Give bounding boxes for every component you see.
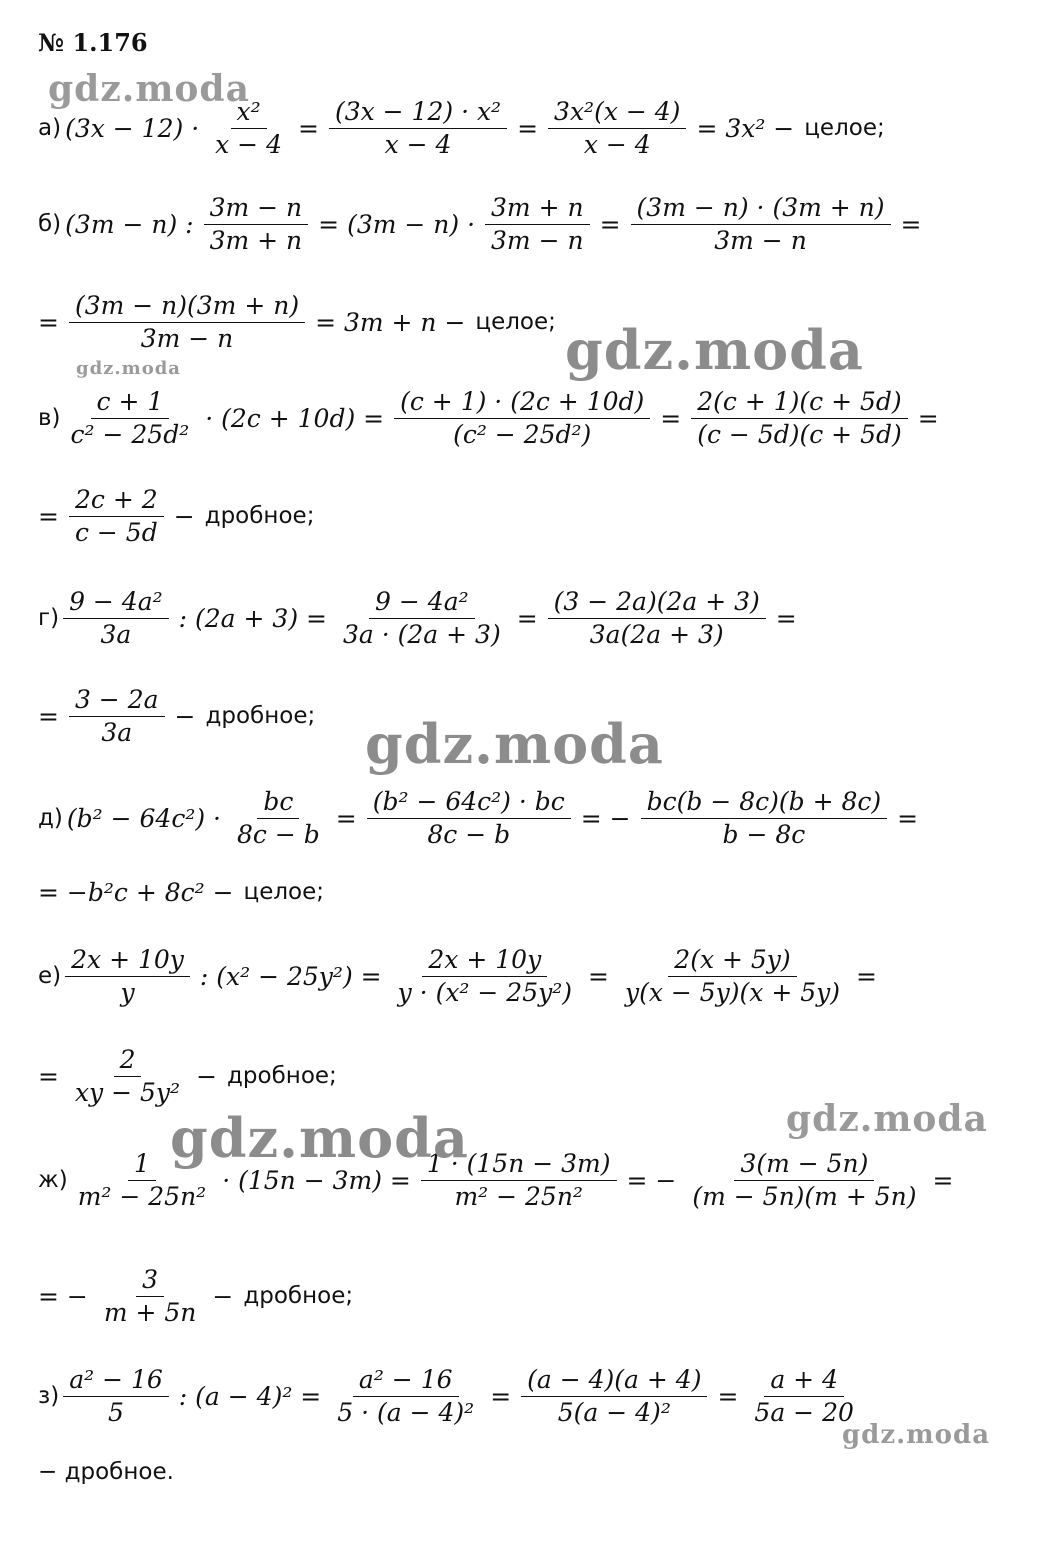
equation-line [38, 778, 928, 858]
fraction-numerator: a + 4 [764, 1364, 844, 1396]
equation-line [38, 852, 334, 932]
fraction-numerator: bc(b − 8c)(b + 8c) [641, 786, 888, 818]
fraction [337, 586, 507, 650]
fraction-denominator: y [120, 977, 135, 1007]
fraction-denominator: 8c − b [237, 819, 320, 849]
fraction [619, 944, 846, 1008]
fraction [548, 586, 766, 650]
fraction-numerator: 3 [136, 1264, 164, 1296]
fraction-denominator: 3m − n [714, 225, 807, 255]
fraction [691, 386, 908, 450]
equation-line [38, 1356, 870, 1436]
fraction-numerator: 9 − 4a² [63, 586, 169, 618]
fraction-numerator: (3x − 12) · x² [329, 96, 507, 128]
fraction [392, 944, 578, 1008]
result-word: дробное; [243, 1283, 354, 1309]
fraction-numerator: (a − 4)(a + 4) [521, 1364, 707, 1396]
math-expression: (3x − 12) · [65, 113, 200, 143]
fraction-denominator: 8c − b [427, 819, 511, 849]
math-expression: · (2c + 10d) = [205, 403, 385, 433]
fraction-denominator: 3m + n [209, 225, 303, 255]
fraction [69, 1044, 186, 1108]
fraction [548, 96, 686, 160]
fraction-numerator: 2x + 10y [65, 944, 190, 976]
fraction-numerator: 3(m − 5n) [734, 1148, 874, 1180]
math-expression: = − [580, 803, 631, 833]
item-label: д) [38, 805, 63, 831]
math-expression: = [897, 803, 919, 833]
fraction [367, 786, 571, 850]
equation-line [38, 676, 325, 756]
watermark: gdz.moda [565, 318, 864, 382]
math-expression: = (3m − n) · [318, 209, 476, 239]
fraction-numerator: x² [231, 96, 267, 128]
math-expression: = [588, 961, 609, 991]
math-expression: = [856, 961, 877, 991]
math-expression: = [932, 1165, 954, 1195]
fraction [631, 192, 891, 256]
math-expression: = 3m + n − [315, 307, 466, 337]
watermark: gdz.moda [842, 1420, 991, 1450]
equation-line [38, 578, 807, 658]
fraction [521, 1364, 707, 1428]
fraction-numerator: 9 − 4a² [369, 586, 475, 618]
equation-line [38, 378, 949, 458]
math-expression: = [717, 1381, 739, 1411]
math-expression: : (x² − 25y²) = [199, 961, 382, 991]
equation-line [38, 184, 931, 264]
fraction [65, 944, 190, 1008]
math-expression: = [335, 803, 357, 833]
fraction-numerator: a² − 16 [353, 1364, 459, 1396]
result-word: дробное; [205, 703, 316, 729]
item-label: а) [38, 115, 62, 141]
problem-number: № 1.176 [38, 28, 148, 57]
fraction [98, 1264, 203, 1328]
math-expression: = [599, 209, 621, 239]
math-expression: : (2a + 3) = [178, 603, 327, 633]
fraction-denominator: y(x − 5y)(x + 5y) [624, 977, 841, 1007]
result-word: целое; [475, 309, 556, 335]
math-expression: = [517, 113, 539, 143]
fraction-numerator: a² − 16 [63, 1364, 169, 1396]
fraction-denominator: xy − 5y² [74, 1077, 181, 1107]
item-label: в) [38, 405, 61, 431]
fraction [329, 96, 507, 160]
fraction [69, 290, 305, 354]
fraction-denominator: c − 5d [74, 517, 158, 547]
math-expression: = [38, 307, 59, 337]
fraction-denominator: (c² − 25d²) [453, 419, 592, 449]
fraction-numerator: 2(c + 1)(c + 5d) [691, 386, 907, 418]
math-expression: = 3x² − [696, 113, 795, 143]
math-expression: − [174, 701, 196, 731]
math-expression: : (a − 4)² = [178, 1381, 322, 1411]
fraction-numerator: (3m − n)(3m + n) [69, 290, 305, 322]
fraction-denominator: 3m − n [491, 225, 584, 255]
math-expression: = [775, 603, 797, 633]
fraction-denominator: b − 8c [722, 819, 806, 849]
fraction [641, 786, 888, 850]
item-label: е) [38, 963, 62, 989]
math-expression: = [490, 1381, 512, 1411]
fraction [65, 386, 196, 450]
fraction [394, 386, 650, 450]
math-expression: = [900, 209, 922, 239]
fraction [686, 1148, 922, 1212]
equation-line [38, 1256, 363, 1336]
fraction [69, 484, 164, 548]
equation-line [38, 936, 887, 1016]
watermark: gdz.moda [365, 712, 664, 776]
fraction-numerator: 2c + 2 [69, 484, 164, 516]
fraction-numerator: 1 [128, 1148, 156, 1180]
equation-line [38, 1432, 184, 1512]
math-expression: = [917, 403, 939, 433]
math-expression: = [298, 113, 319, 143]
result-word: дробное; [227, 1063, 337, 1089]
fraction-denominator: y · (x² − 25y²) [397, 977, 572, 1007]
fraction [231, 786, 326, 850]
fraction-numerator: (c + 1) · (2c + 10d) [394, 386, 650, 418]
fraction [63, 586, 169, 650]
equation-line [38, 476, 324, 556]
fraction [331, 1364, 480, 1428]
math-expression: − [173, 501, 195, 531]
item-label: б) [38, 211, 62, 237]
fraction-numerator: 2x + 10y [422, 944, 547, 976]
fraction-denominator: x − 4 [215, 129, 282, 159]
fraction-denominator: 3a · (2a + 3) [342, 619, 501, 649]
fraction-denominator: 3a [101, 717, 133, 747]
fraction-denominator: (c − 5d)(c + 5d) [697, 419, 902, 449]
fraction-denominator: 3a [100, 619, 132, 649]
fraction-numerator: 2 [114, 1044, 142, 1076]
fraction-denominator: 3a(2a + 3) [589, 619, 724, 649]
fraction-denominator: 5 · (a − 4)² [337, 1397, 475, 1427]
fraction-numerator: c + 1 [91, 386, 170, 418]
fraction-numerator: 3 − 2a [69, 684, 165, 716]
math-expression: (b² − 64c²) · [66, 803, 221, 833]
fraction-denominator: 5 [108, 1397, 124, 1427]
fraction-numerator: 3m + n [485, 192, 590, 224]
equation-line [38, 282, 566, 362]
item-label: ж) [38, 1167, 68, 1193]
item-label: г) [38, 605, 60, 631]
watermark: gdz.moda [170, 1106, 469, 1170]
math-expression: = − [626, 1165, 677, 1195]
fraction-denominator: m² − 25n² [454, 1181, 583, 1211]
watermark: gdz.moda [48, 68, 250, 110]
fraction-numerator: 3m − n [204, 192, 309, 224]
result-word: целое; [804, 115, 885, 141]
fraction-denominator: 3m − n [140, 323, 234, 353]
watermark: gdz.moda [76, 358, 181, 379]
math-expression: − [212, 1281, 234, 1311]
item-label: з) [38, 1383, 60, 1409]
fraction-numerator: bc [257, 786, 299, 818]
equation-line [38, 1036, 347, 1116]
result-word: дробное; [204, 503, 315, 529]
fraction-denominator: 5a − 20 [754, 1397, 854, 1427]
math-expression: = −b²c + 8c² − [38, 877, 234, 907]
fraction [63, 1364, 169, 1428]
fraction [748, 1364, 859, 1428]
fraction [204, 192, 309, 256]
math-expression: (3m − n) : [65, 209, 194, 239]
fraction [485, 192, 590, 256]
fraction-numerator: (3 − 2a)(2a + 3) [548, 586, 766, 618]
fraction-numerator: 2(x + 5y) [668, 944, 796, 976]
fraction [69, 684, 165, 748]
fraction-denominator: x − 4 [384, 129, 452, 159]
math-expression: · (15n − 3m) = [222, 1165, 411, 1195]
math-expression: = [516, 603, 538, 633]
fraction-denominator: m + 5n [103, 1297, 197, 1327]
math-expression: − [196, 1061, 218, 1091]
result-word: − дробное. [38, 1459, 174, 1485]
fraction-denominator: 5(a − 4)² [557, 1397, 671, 1427]
math-expression: = [38, 1061, 59, 1091]
fraction-numerator: (b² − 64c²) · bc [367, 786, 571, 818]
math-expression: = [660, 403, 682, 433]
math-expression: = − [38, 1281, 88, 1311]
result-word: целое; [243, 879, 325, 905]
fraction-denominator: (m − 5n)(m + 5n) [692, 1181, 917, 1211]
fraction-numerator: (3m − n) · (3m + n) [631, 192, 891, 224]
fraction-denominator: m² − 25n² [77, 1181, 207, 1211]
fraction-numerator: 3x²(x − 4) [548, 96, 686, 128]
watermark: gdz.moda [786, 1098, 988, 1140]
math-expression: = [38, 501, 59, 531]
fraction-denominator: c² − 25d² [70, 419, 190, 449]
fraction-numerator: 1 · (15n − 3m) [421, 1148, 617, 1180]
fraction-denominator: x − 4 [583, 129, 651, 159]
math-expression: = [38, 701, 59, 731]
